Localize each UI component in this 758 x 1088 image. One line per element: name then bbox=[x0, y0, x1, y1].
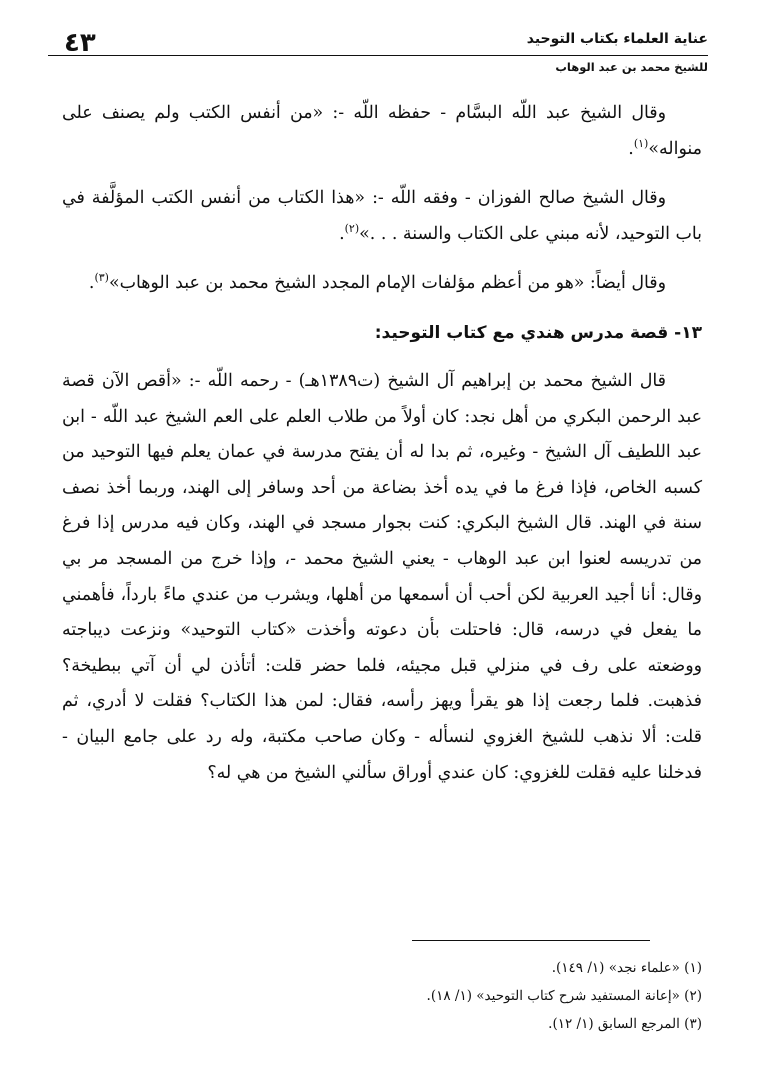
paragraph-bassam-end: . bbox=[628, 138, 634, 159]
paragraph-fawzan-end: . bbox=[339, 223, 345, 244]
section-heading: ١٣- قصة مدرس هندي مع كتاب التوحيد: bbox=[374, 322, 702, 343]
footnote-3: (٣) المرجع السابق (١/ ١٢). bbox=[548, 1016, 702, 1032]
paragraph-gap bbox=[62, 350, 702, 364]
paragraph-also-text: وقال أيضاً: «هو من أعظم مؤلفات الإمام المجدد الشيخ محمد بن عبد الوهاب» bbox=[108, 273, 666, 294]
paragraph-bassam-quote bbox=[62, 96, 702, 167]
running-header bbox=[48, 22, 708, 82]
body-text bbox=[62, 96, 702, 791]
running-title: عناية العلماء بكتاب التوحيد bbox=[526, 31, 708, 47]
paragraph-also-end: . bbox=[88, 273, 95, 294]
paragraph-bassam-text: وقال الشيخ عبد اللّه البسَّام - حفظه اللّه -: «من أنفس الكتب ولم يصنف على منواله» bbox=[62, 103, 702, 159]
footnote-ref-1: (١) bbox=[633, 136, 649, 150]
footnote-separator bbox=[412, 940, 650, 941]
footnote-2: (٢) «إعانة المستفيد شرح كتاب التوحيد» (١/ ١٨). bbox=[426, 988, 702, 1004]
paragraph-fawzan-quote bbox=[62, 181, 702, 252]
footnote-1: (١) «علماء نجد» (١/ ١٤٩). bbox=[551, 960, 702, 976]
page-number: ٤٣ bbox=[64, 28, 96, 58]
footnote-ref-3: (٣) bbox=[94, 271, 109, 285]
paragraph-gap bbox=[62, 167, 702, 181]
paragraph-also-quote bbox=[62, 266, 702, 302]
paragraph-gap bbox=[62, 252, 702, 266]
paragraph-story: قال الشيخ محمد بن إبراهيم آل الشيخ (ت١٣٨٩هـ) - رحمه اللّه -: «أقص الآن قصة عبد الرحمن البكري من أهل نجد: كان أولاً من طلاب العلم على العم الشيخ عبد اللّه - ابن عبد اللطيف آل الشيخ - وغيره، ثم بدا له أن يفتح مدرسة في عمان يعلم فيها التوحيد من كسبه الخاص، فإذا فرغ ما في يده أخذ بضاعة من أحد وسافر إلى الهند، وربما أخذ نصف سنة في الهند. قال الشيخ البكري: كنت بجوار مسجد في الهند، وكان فيه مدرس إذا فرغ من تدريسه لعنوا ابن عبد الوهاب - يعني الشيخ محمد -، وإذا خرج من المسجد مر بي وقال: أنا أجيد العربية لكن أحب أن أسمعها من أهلها، ويشرب من عندي ماءً بارداً، فأهمني ما يفعل في درسه، قال: فاحتلت بأن دعوته وأخذت «كتاب التوحيد» ونزعت ديباجته ووضعته على رف في منزلي قبل مجيئه، فلما حضر قلت: أتأذن لي أن آتي ببطيخة؟ فذهبت. فلما رجعت إذا هو يقرأ ويهز رأسه، فقال: لمن هذا الكتاب؟ فقلت لا أدري، ثم قلت: ألا نذهب للشيخ الغزوي لنسأله - وكان صاحب مكتبة، وله رد على جامع البيان - فدخلنا عليه فقلت للغزوي: كان عندي أوراق سألني الشيخ من هي له؟ bbox=[62, 370, 702, 783]
footnote-ref-2: (٢) bbox=[344, 221, 360, 235]
paragraph-fawzan-text: وقال الشيخ صالح الفوزان - وفقه اللّه -: «هذا الكتاب من أنفس الكتب المؤلَّفة في باب التوحيد، لأنه مبني على الكتاب والسنة . . .» bbox=[62, 188, 702, 244]
running-subtitle: للشيخ محمد بن عبد الوهاب bbox=[555, 60, 708, 74]
paragraph-gap bbox=[62, 302, 702, 316]
footnotes bbox=[62, 954, 702, 1038]
header-rule bbox=[48, 55, 708, 56]
